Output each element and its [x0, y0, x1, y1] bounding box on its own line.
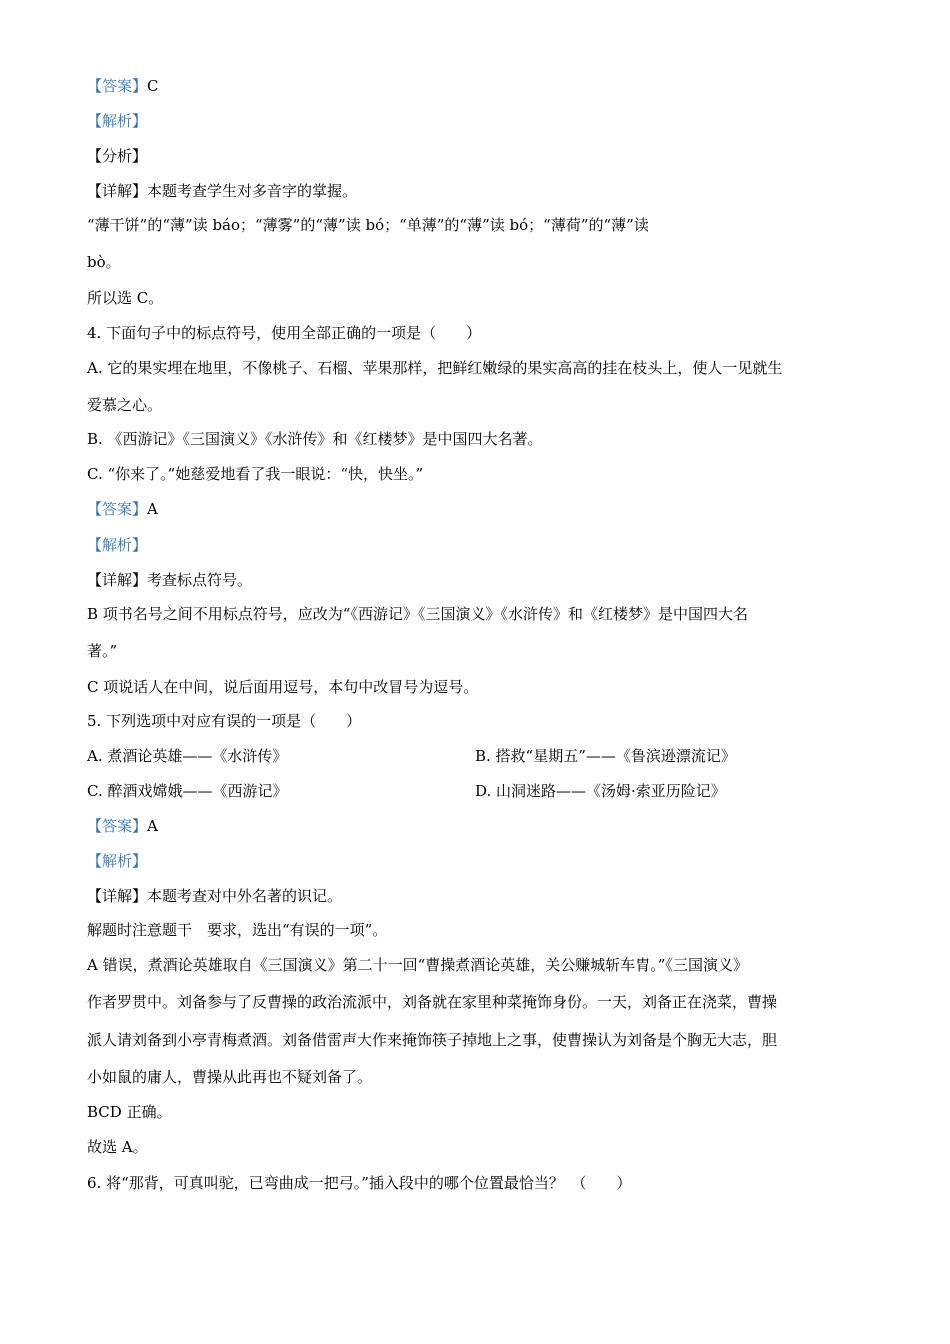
- text-line-l16: [87, 604, 748, 624]
- line-text: C. “你来了。”她慈爱地看了我一眼说：“快，快坐。”: [87, 465, 424, 483]
- line-text: 著。”: [87, 642, 118, 660]
- text-line-l15: [87, 570, 252, 590]
- line-text: 所以选 C。: [87, 289, 164, 307]
- line-text: 爱慕之心。: [87, 396, 163, 414]
- text-line-l8: [87, 323, 481, 343]
- line-text: 6. 将“那背，可真叫驼，已弯曲成一把弓。”插入段中的哪个位置最恰当？ （ ）: [87, 1174, 632, 1192]
- text-line-m6: [87, 992, 777, 1012]
- line-text: C: [147, 77, 159, 95]
- text-line-m10: [87, 1137, 148, 1157]
- text-line-l19: [87, 711, 361, 731]
- option-b: B. 搭救“星期五”——《鲁滨逊漂流记》: [475, 747, 736, 765]
- text-line-l11: [87, 429, 543, 449]
- option-a: A. 煮酒论英雄——《水浒传》: [87, 747, 288, 765]
- line-text: 故选 A。: [87, 1138, 148, 1156]
- section-tag: 【详解】: [87, 182, 148, 200]
- line-text: “薄干饼”的“薄”读 báo；“薄雾”的“薄”读 bó；“单薄”的“薄”读 bó；“薄荷”的“薄”读: [87, 216, 649, 234]
- text-line-l9: [87, 358, 782, 378]
- line-text: 派人请刘备到小亭青梅煮酒。刘备借雷声大作来掩饰筷子掉地上之事，使曹操认为刘备是个胸无大志，胆: [87, 1031, 778, 1049]
- section-tag: 【答案】: [87, 77, 148, 95]
- text-line-m2: [87, 851, 147, 871]
- line-text: bò。: [87, 253, 121, 271]
- line-text: 5. 下列选项中对应有误的一项是（ ）: [87, 712, 362, 730]
- text-line-l4: [87, 181, 357, 201]
- line-text: A. 它的果实埋在地里，不像桃子、石榴、苹果那样，把鲜红嫩绿的果实高高的挂在枝头上，使人一见就生: [87, 359, 783, 377]
- line-text: 4. 下面句子中的标点符号，使用全部正确的一项是（ ）: [87, 324, 482, 342]
- text-line-m9: [87, 1102, 172, 1122]
- line-text: 本题考查对中外名著的识记。: [147, 887, 343, 905]
- line-text: 小如鼠的庸人，曹操从此再也不疑刘备了。: [87, 1068, 373, 1086]
- section-tag: 【答案】: [87, 817, 148, 835]
- text-line-m11: [87, 1173, 631, 1193]
- section-tag: 【解析】: [87, 112, 148, 130]
- section-tag: 【详解】: [87, 887, 148, 905]
- line-text: C 项说话人在中间，说后面用逗号，本句中改冒号为逗号。: [87, 678, 479, 696]
- line-text: BCD 正确。: [87, 1103, 172, 1121]
- section-tag: 【解析】: [87, 852, 148, 870]
- line-text: A 错误，煮酒论英雄取自《三国演义》第二十一回“曹操煮酒论英雄，关公赚城斩车胄。”《三国演义》: [87, 956, 748, 974]
- line-text: 作者罗贯中。刘备参与了反曹操的政治流派中，刘备就在家里种菜掩饰身份。一天，刘备正在浇菜，曹操: [87, 993, 778, 1011]
- text-line-l3: [87, 146, 147, 166]
- section-tag: 【答案】: [87, 500, 148, 518]
- text-line-m1: [87, 816, 158, 836]
- line-text: 本题考查学生对多音字的掌握。: [147, 182, 358, 200]
- text-line-l1: [87, 76, 159, 96]
- text-line-l5: [87, 215, 649, 235]
- line-text: 考查标点符号。: [147, 571, 253, 589]
- line-text: B 项书名号之间不用标点符号，应改为“《西游记》《三国演义》《水浒传》和《红楼梦》是中国四大名: [87, 605, 748, 623]
- text-line-m4: [87, 920, 387, 940]
- text-line-m3: [87, 886, 342, 906]
- section-tag: 【分析】: [87, 147, 148, 165]
- text-line-l14: [87, 535, 147, 555]
- line-text: A: [147, 817, 158, 835]
- text-line-l13: [87, 499, 158, 519]
- text-line-l12: [87, 464, 423, 484]
- text-line-l2: [87, 111, 147, 131]
- text-line-m8: [87, 1067, 372, 1087]
- line-text: A: [147, 500, 158, 518]
- text-line-l7: [87, 288, 163, 308]
- text-line-l10: [87, 395, 162, 415]
- option-c: C. 醉酒戏嫦娥——《西游记》: [87, 782, 288, 800]
- text-line-l17: [87, 641, 117, 661]
- line-text: B. 《西游记》《三国演义》《水浒传》和《红楼梦》是中国四大名著。: [87, 430, 543, 448]
- option-d: D. 山洞迷路——《汤姆·索亚历险记》: [475, 782, 726, 800]
- text-line-l6: [87, 252, 121, 272]
- line-text: 解题时注意题干 要求，选出“有误的一项”。: [87, 921, 388, 939]
- text-line-l18: [87, 677, 478, 697]
- section-tag: 【详解】: [87, 571, 148, 589]
- text-line-m7: [87, 1030, 777, 1050]
- section-tag: 【解析】: [87, 536, 148, 554]
- text-line-m5: [87, 955, 748, 975]
